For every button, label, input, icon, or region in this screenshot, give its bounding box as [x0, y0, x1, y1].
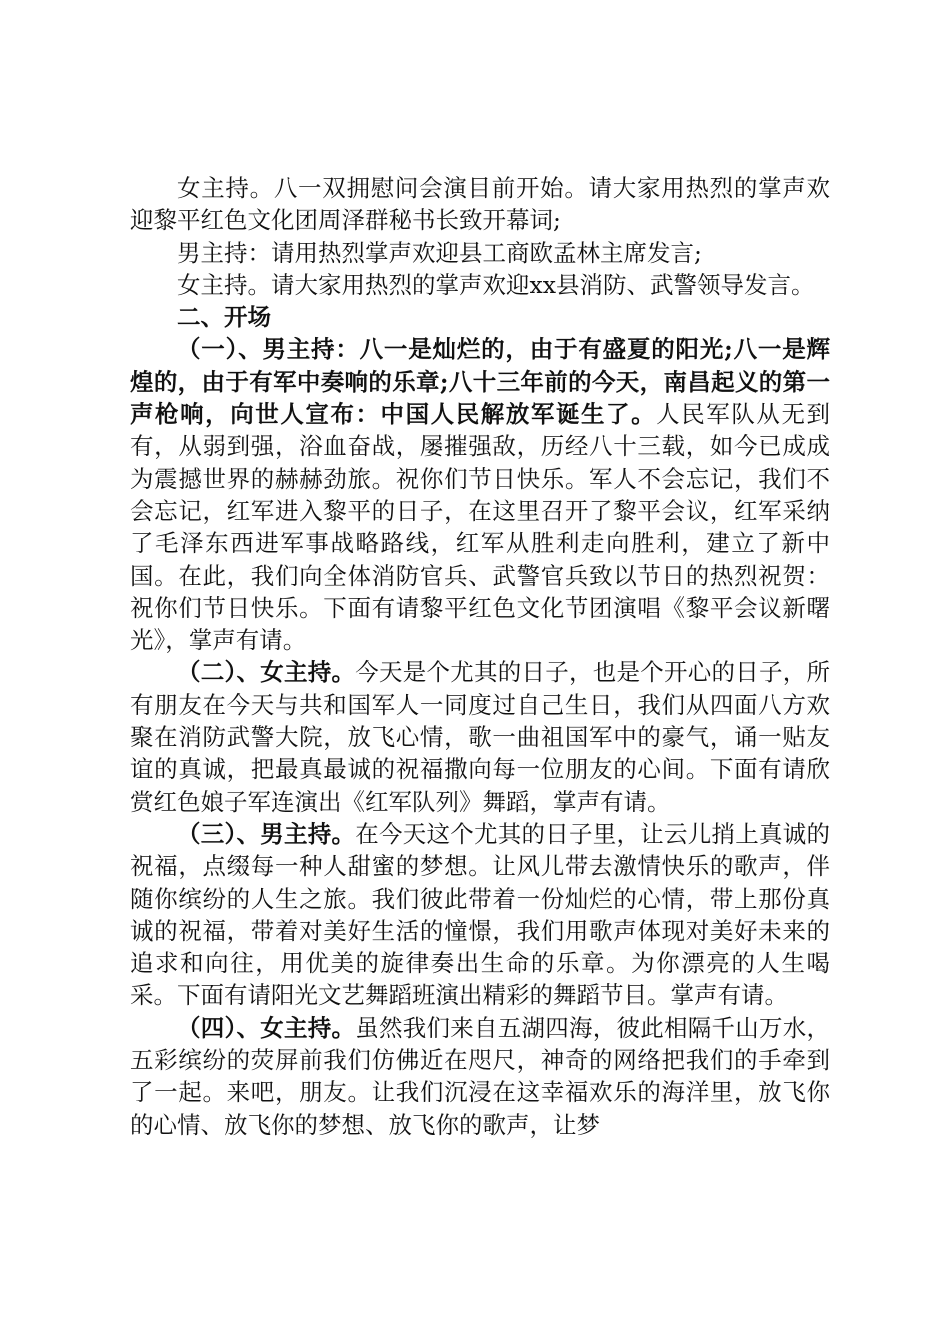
segment-3-lead: （三）、男主持。	[177, 819, 356, 848]
intro-paragraph-3: 女主持。请大家用热烈的掌声欢迎xx县消防、武警领导发言。	[177, 270, 815, 299]
segment-1-lead: （一）、男主持：八一是灿烂的，由于有盛夏的阳光;八一是辉煌的，由于有军中奏响的乐章;八十三年前的今天，南昌起义的第一声枪响，向世人宣布：中国人民解放军诞生了。	[130, 335, 830, 429]
paragraph-segment-3	[130, 818, 830, 1012]
segment-3-body: 在今天这个尤其的日子里，让云儿捎上真诚的祝福，点缀每一种人甜蜜的梦想。让风儿带去激情快乐的歌声，伴随你缤纷的人生之旅。我们彼此带着一份灿烂的心情，带上那份真诚的祝福，带着对美好生活的憧憬，我们用歌声体现对美好未来的追求和向往，用优美的旋律奏出生命的乐章。为你漂亮的人生喝采。下面有请阳光文艺舞蹈班演出精彩的舞蹈节目。掌声有请。	[130, 819, 830, 1010]
paragraph-segment-1	[130, 333, 830, 656]
segment-2-body: 今天是个尤其的日子，也是个开心的日子，所有朋友在今天与共和国军人一同度过自己生日，我们从四面八方欢聚在消防武警大院，放飞心情，歌一曲祖国军中的豪气，诵一贴友谊的真诚，把最真最诚的祝福撒向每一位朋友的心间。下面有请欣赏红色娘子军连演出《红军队列》舞蹈，掌声有请。	[130, 658, 830, 816]
paragraph-segment-4	[130, 1012, 830, 1141]
document-page	[130, 172, 830, 1141]
section-heading: 二、开场	[177, 303, 271, 332]
intro-paragraph-1: 女主持。八一双拥慰问会演目前开始。请大家用热烈的掌声欢迎黎平红色文化团周泽群秘书长致开幕词;	[130, 174, 830, 235]
paragraph-segment-2	[130, 656, 830, 817]
segment-4-body: 虽然我们来自五湖四海，彼此相隔千山万水，五彩缤纷的荧屏前我们仿佛近在咫尺，神奇的网络把我们的手牵到了一起。来吧，朋友。让我们沉浸在这幸福欢乐的海洋里，放飞你的心情、放飞你的梦想、放飞你的歌声，让梦	[130, 1013, 830, 1139]
segment-4-lead: （四）、女主持。	[177, 1013, 356, 1042]
intro-paragraph-2: 男主持：请用热烈掌声欢迎县工商欧孟林主席发言;	[177, 238, 702, 267]
segment-2-lead: （二）、女主持。	[177, 658, 356, 687]
segment-1-body: 人民军队从无到有，从弱到强，浴血奋战，屡摧强敌，历经八十三载，如今已成成为震撼世界的赫赫劲旅。祝你们节日快乐。军人不会忘记，我们不会忘记，红军进入黎平的日子，在这里召开了黎平会议，红军采纳了毛泽东西进军事战略路线，红军从胜利走向胜利，建立了新中国。在此，我们向全体消防官兵、武警官兵致以节日的热烈祝贺：祝你们节日快乐。下面有请黎平红色文化节团演唱《黎平会议新曙光》，掌声有请。	[130, 400, 831, 655]
